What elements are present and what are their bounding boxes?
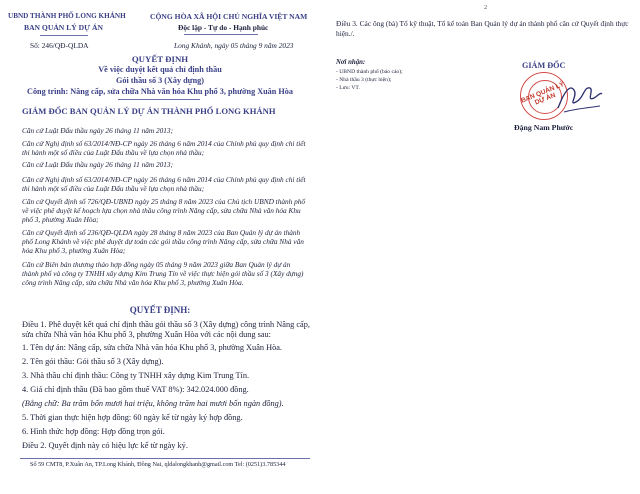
article-1-item: 2. Tên gói thầu: Gói thầu số 3 (Xây dựng). (22, 357, 164, 366)
article-1-item: 5. Thời gian thực hiện hợp đồng: 60 ngày kể từ ngày ký hợp đồng. (22, 413, 243, 422)
package-name: Gói thầu số 3 (Xây dựng) (116, 76, 204, 85)
signer-title: GIÁM ĐỐC (522, 61, 566, 70)
recipient-item: - Lưu: VT. (336, 85, 360, 91)
project-name: Công trình: Nâng cấp, sửa chữa Nhà văn hóa Khu phố 3, phường Xuân Hòa (27, 87, 293, 96)
consideration-item: Căn cứ Quyết định số 726/QĐ-UBND ngày 25 tháng 8 năm 2023 của Chủ tịch UBND thành phố về việc phê duyệt kế hoạch lựa chọn nhà thầu công trình Nâng cấp, sửa chữa Nhà văn hóa Khu phố 3, phường Xuân Hòa; (22, 197, 306, 225)
signer-name: Đặng Nam Phước (514, 123, 574, 132)
article-1-intro: Điều 1. Phê duyệt kết quả chỉ định thầu gói thầu số 3 (Xây dựng) công trình Nâng cấp, sửa chữa Nhà văn hóa Khu phố 3, phường Xuân Hòa với các nội dung sau: (22, 320, 310, 340)
footer-rule (20, 458, 310, 459)
authority-name: UBND THÀNH PHỐ LONG KHÁNH (8, 12, 126, 20)
footer-address: Số 59 CMT8, P.Xuân An, TP.Long Khánh, Đồng Nai, qldalongkhanh@gmail.com Tel: (0251)3.785344 (30, 461, 286, 468)
article-2: Điều 2. Quyết định này có hiệu lực kể từ ngày ký. (22, 441, 188, 450)
decision-title: QUYẾT ĐỊNH (131, 54, 189, 64)
article-3: Điều 3. Các ông (bà) Tổ kỹ thuật, Tổ kế toán Ban Quản lý dự án thành phố căn cứ Quyết định thực hiện./. (336, 19, 629, 38)
decision-subject: Về việc duyệt kết quả chỉ định thầu (98, 65, 222, 74)
page-1 (0, 0, 318, 494)
article-1-item: 6. Hình thức hợp đồng: Hợp đồng trọn gói. (22, 427, 165, 436)
page-number: 2 (484, 4, 488, 11)
decision-heading: QUYẾT ĐỊNH: (129, 305, 191, 315)
consideration-item: Căn cứ Quyết định số 236/QĐ-QLDA ngày 28 tháng 8 năm 2023 của Ban Quản lý dự án thành phố Long Khánh về việc phê duyệt dự toán các gói thầu công trình Nâng cấp, sửa chữa Nhà văn hóa Khu phố 3, phường Xuân Hòa; (22, 228, 304, 256)
article-1-item: 3. Nhà thầu chỉ định thầu: Công ty TNHH xây dựng Kim Trung Tín. (22, 371, 250, 380)
article-1-item: 1. Tên dự án: Nâng cấp, sửa chữa Nhà văn hóa Khu phố 3, phường Xuân Hòa. (22, 343, 283, 352)
recipient-item: - Nhà thầu 3 (thực hiện); (336, 77, 392, 83)
document-number: Số: 246/QĐ-QLDA (30, 41, 89, 50)
article-1-item: 4. Giá chỉ định thầu (Đã bao gồm thuế VAT 8%): 342.024.000 đồng. (22, 385, 249, 394)
consideration-item: Căn cứ Nghị định số 63/2014/NĐ-CP ngày 26 tháng 6 năm 2014 của Chính phủ quy định chi tiết thi hành một số điều của Luật Đấu thầu về lựa chọn nhà thầu; (22, 175, 306, 194)
national-motto: Độc lập - Tự do - Hạnh phúc (178, 23, 269, 32)
consideration-item: Căn cứ Biên bản thương thảo hợp đồng ngày 05 tháng 9 năm 2023 giữa Ban Quản lý dự án thành phố và công ty TNHH xây dựng Kim Trung Tín về việc thực hiện gói thầu số 3 (Xây dựng) công trình Nâng cấp, sửa chữa Nhà văn hóa Khu phố 3, phường Xuân Hòa. (22, 260, 304, 288)
handwritten-signature (554, 76, 606, 120)
recipient-item: - UBND thành phố (báo cáo); (336, 69, 403, 75)
motto-underline (184, 34, 258, 35)
country-name: CỘNG HÒA XÃ HỘI CHỦ NGHĨA VIỆT NAM (150, 12, 308, 21)
title-underline (118, 99, 200, 100)
amount-in-words: (Bằng chữ: Ba trăm bốn mươi hai triệu, không trăm hai mươi bốn ngàn đồng). (22, 399, 284, 408)
document-date: Long Khánh, ngày 05 tháng 9 năm 2023 (174, 41, 294, 50)
agency-underline (40, 35, 88, 36)
recipients-title: Nơi nhận: (336, 59, 366, 66)
director-heading: GIÁM ĐỐC BAN QUẢN LÝ DỰ ÁN THÀNH PHỐ LONG KHÁNH (22, 106, 276, 116)
stamp-text: BAN QUẢN LÝ DỰ ÁN (520, 80, 566, 107)
consideration-item: Căn cứ Nghị định số 63/2014/NĐ-CP ngày 26 tháng 6 năm 2014 của Chính phủ quy định chi tiết thi hành một số điều của Luật Đấu thầu về lựa chọn nhà thầu; (22, 139, 306, 158)
agency-name: BAN QUẢN LÝ DỰ ÁN (24, 23, 104, 32)
consideration-item: Căn cứ Luật Đấu thầu ngày 26 tháng 11 năm 2013; (22, 126, 173, 135)
consideration-item: Căn cứ Luật Đấu thầu ngày 26 tháng 11 năm 2013; (22, 160, 173, 169)
